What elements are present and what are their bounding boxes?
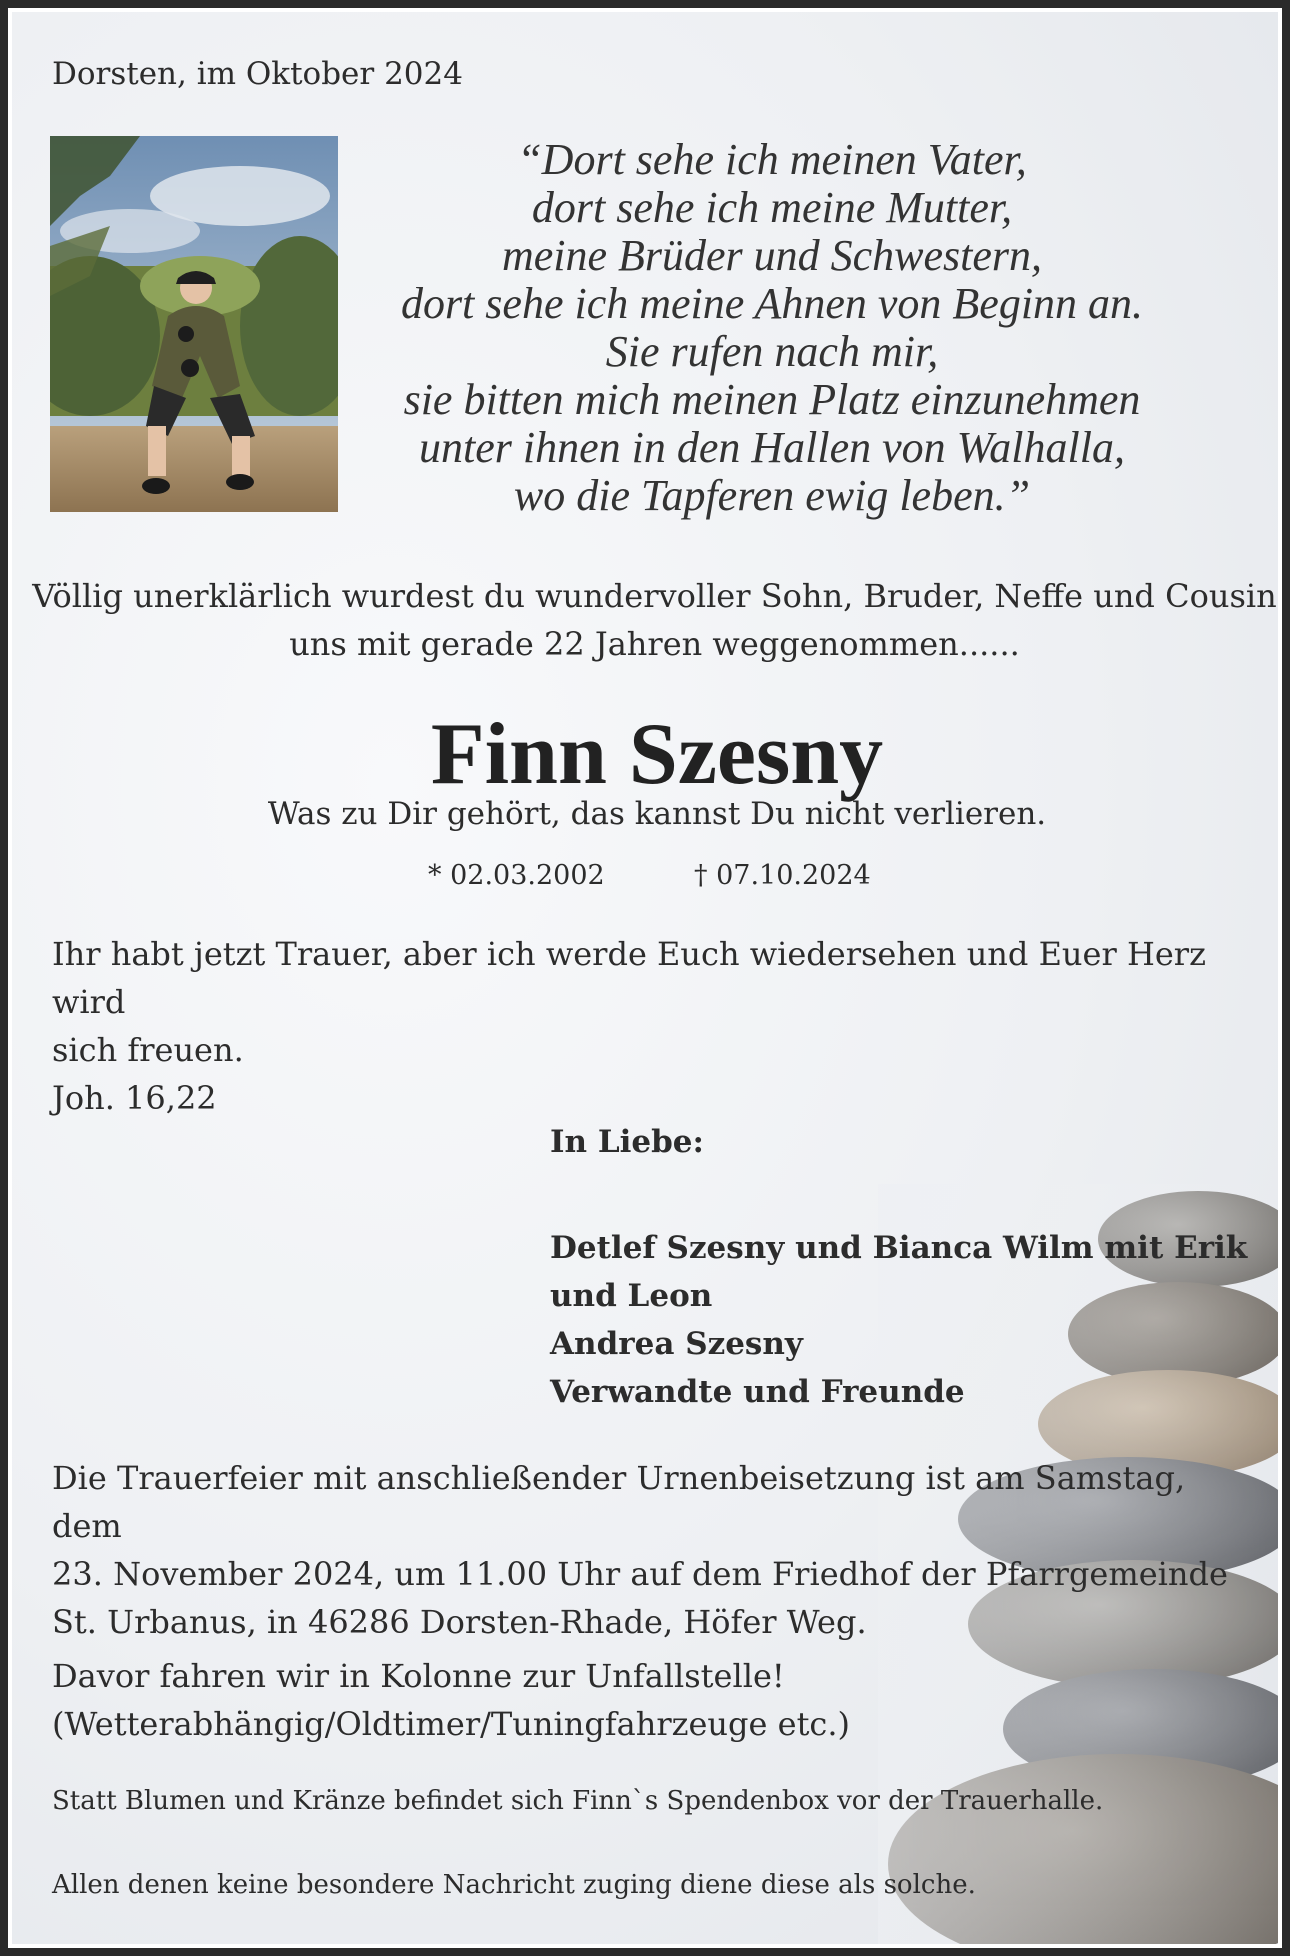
quote-line: Sie rufen nach mir, (605, 327, 939, 376)
quote-line: unter ihnen in den Hallen von Walhalla, (419, 423, 1125, 472)
quote-block (362, 136, 1182, 520)
mourner-line: Detlef Szesny und Bianca Wilm mit Erik (550, 1230, 1248, 1266)
convoy-info (52, 1652, 1252, 1748)
mourner-line: Verwandte und Freunde (550, 1374, 965, 1410)
bible-verse (52, 930, 1252, 1122)
ceremony-info (52, 1454, 1252, 1646)
convoy-line: (Wetterabhängig/Oldtimer/Tuningfahrzeuge etc.) (52, 1705, 850, 1743)
quote-line: meine Brüder und Schwestern, (501, 231, 1043, 280)
quote-line: dort sehe ich meine Mutter, (531, 183, 1013, 232)
birth-date: * 02.03.2002 (428, 860, 605, 891)
mourners-label: In Liebe: (550, 1124, 704, 1160)
ceremony-line: Die Trauerfeier mit anschließender Urnenbeisetzung ist am Samstag, dem (52, 1459, 1186, 1545)
ceremony-line: 23. November 2024, um 11.00 Uhr auf dem Friedhof der Pfarrgemeinde (52, 1555, 1228, 1593)
obituary-frame (8, 8, 1282, 1948)
intro-text (32, 572, 1277, 668)
mourner-line: Andrea Szesny (550, 1326, 803, 1362)
verse-line: Ihr habt jetzt Trauer, aber ich werde Euch wiedersehen und Euer Herz wird (52, 935, 1206, 1021)
place-date: Dorsten, im Oktober 2024 (52, 56, 463, 92)
quote-line: wo die Tapferen ewig leben.” (513, 471, 1031, 520)
quote-line: sie bitten mich meinen Platz einzunehmen (403, 375, 1141, 424)
quote-line: “Dort sehe ich meinen Vater, (517, 135, 1027, 184)
donation-note: Statt Blumen und Kränze befindet sich Finn`s Spendenbox vor der Trauerhalle. (52, 1786, 1104, 1816)
intro-line: Völlig unerklärlich wurdest du wundervoller Sohn, Bruder, Neffe und Cousin (32, 577, 1277, 615)
portrait-photo-icon (50, 136, 338, 512)
motto: Was zu Dir gehört, das kannst Du nicht verlieren. (267, 796, 1047, 832)
mourners-list (550, 1224, 1248, 1416)
verse-line: sich freuen. (52, 1031, 244, 1069)
intro-line: uns mit gerade 22 Jahren weggenommen...... (289, 625, 1020, 663)
mourner-line: und Leon (550, 1278, 713, 1314)
ceremony-line: St. Urbanus, in 46286 Dorsten-Rhade, Höfer Weg. (52, 1603, 867, 1641)
closing-note: Allen denen keine besondere Nachricht zuging diene diese als solche. (52, 1870, 976, 1900)
deceased-name: Finn Szesny (430, 706, 884, 803)
death-date: † 07.10.2024 (694, 860, 871, 891)
convoy-line: Davor fahren wir in Kolonne zur Unfallstelle! (52, 1657, 785, 1695)
verse-reference: Joh. 16,22 (52, 1079, 217, 1117)
quote-line: dort sehe ich meine Ahnen von Beginn an. (400, 279, 1144, 328)
